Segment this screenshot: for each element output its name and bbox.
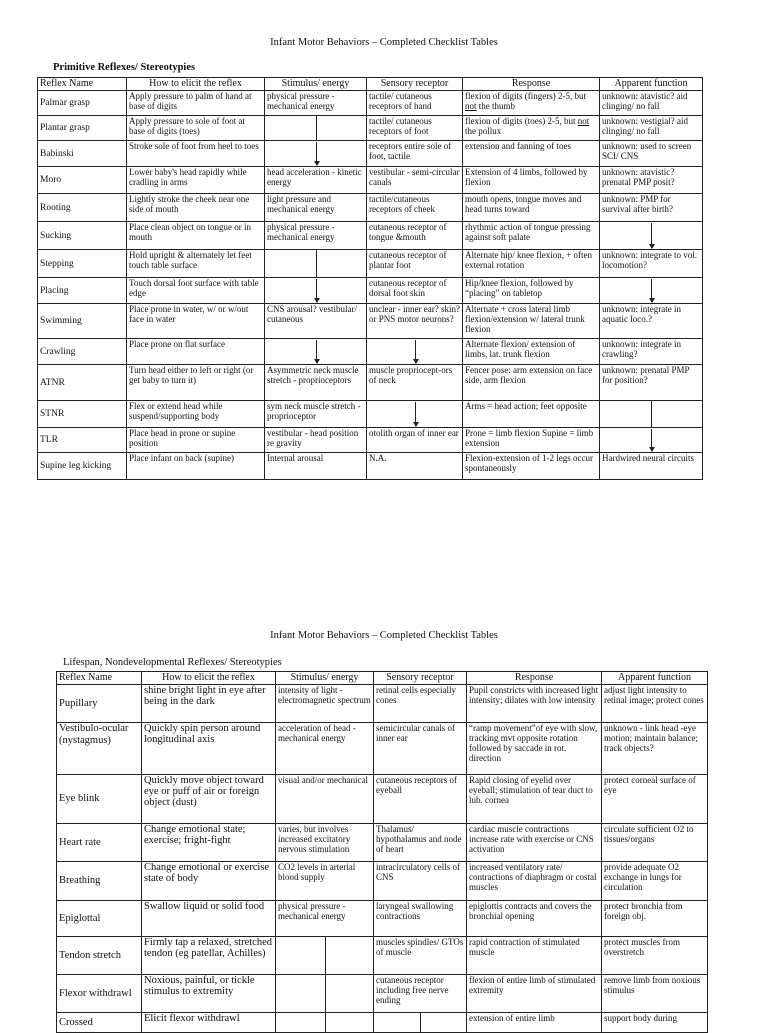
elicit-cell: Hold upright & alternately let feet touch table surface <box>127 250 265 278</box>
response-cell: increased ventilatory rate/ contractions of diaphragm or costal muscles <box>467 862 602 901</box>
reflex-name: Flexor withdrawl <box>57 975 142 1013</box>
elicit-cell: Noxious, painful, or tickle stimulus to extremity <box>142 975 276 1013</box>
table-row <box>38 222 703 250</box>
reflex-name: Supine leg kicking <box>38 453 127 480</box>
column-header: Reflex Name <box>38 78 127 91</box>
elicit-cell: Change emotional state; exercise; fright-fight <box>142 824 276 862</box>
response-cell: cardiac muscle contractions increase rate with exercise or CNS activation <box>467 824 602 862</box>
lifespan-reflexes-table <box>56 671 708 1033</box>
table-row <box>38 91 703 116</box>
function-cell: remove limb from noxious stimulus <box>602 975 708 1013</box>
receptor-cell: vestibular - semi-circular canals <box>367 167 463 194</box>
reflex-name: Stepping <box>38 250 127 278</box>
function-cell: unknown: prenatal PMP for position? <box>600 365 703 401</box>
table-row <box>57 723 708 775</box>
receptor-cell: receptors entire sole of foot, tactile <box>367 141 463 167</box>
stimulus-cell: acceleration of head - mechanical energy <box>276 723 374 775</box>
receptor-cell: tactile/cutaneous receptors of cheek <box>367 194 463 222</box>
receptor-cell: N.A. <box>367 453 463 480</box>
table-row <box>57 775 708 824</box>
stimulus-cell <box>265 141 367 167</box>
column-header: Apparent function <box>602 672 708 685</box>
receptor-cell: cutaneous receptor of plantar foot <box>367 250 463 278</box>
response-cell: Extension of 4 limbs, followed by flexion <box>463 167 600 194</box>
stimulus-cell <box>265 278 367 304</box>
response-cell: Flexion-extension of 1-2 legs occur spontaneously <box>463 453 600 480</box>
table-header-row <box>57 672 708 685</box>
column-header: Sensory receptor <box>367 78 463 91</box>
stimulus-cell: visual and/or mechanical <box>276 775 374 824</box>
reflex-name: Vestibulo-ocular (nystagmus) <box>57 723 142 775</box>
response-cell: mouth opens, tongue moves and head turns toward <box>463 194 600 222</box>
stimulus-cell: CO2 levels in arterial blood supply <box>276 862 374 901</box>
stimulus-cell: vestibular - head position re gravity <box>265 428 367 453</box>
stimulus-cell: physical pressure - mechanical energy <box>265 222 367 250</box>
reflex-name: Eye blink <box>57 775 142 824</box>
same-as-above-line <box>325 1013 326 1032</box>
column-header: Sensory receptor <box>374 672 467 685</box>
same-as-above-arrow <box>415 402 416 426</box>
column-header: Reflex Name <box>57 672 142 685</box>
same-as-above-line <box>325 937 326 974</box>
elicit-cell: Lightly stroke the cheek near one side of mouth <box>127 194 265 222</box>
receptor-cell: tactile/ cutaneous receptors of foot <box>367 116 463 141</box>
function-cell: adjust light intensity to retinal image; protect cones <box>602 685 708 723</box>
stimulus-cell: intensity of light - electromagnetic spectrum <box>276 685 374 723</box>
reflex-name: Epiglottal <box>57 901 142 937</box>
stimulus-cell <box>276 1013 374 1033</box>
function-cell: unknown: integrate in crawling? <box>600 339 703 365</box>
elicit-cell: Elicit flexor withdrawl <box>142 1013 276 1033</box>
table-row <box>38 250 703 278</box>
column-header: How to elicit the reflex <box>142 672 276 685</box>
stimulus-cell: CNS arousal? vestibular/ cutaneous <box>265 304 367 339</box>
function-cell: unknown: integrate to vol. locomotion? <box>600 250 703 278</box>
receptor-cell: unclear - inner ear? skin? or PNS motor neurons? <box>367 304 463 339</box>
function-cell: support body during <box>602 1013 708 1033</box>
stimulus-cell <box>265 339 367 365</box>
elicit-cell: Firmly tap a relaxed, stretched tendon (eg patellar, Achilles) <box>142 937 276 975</box>
page-title: Infant Motor Behaviors – Completed Checklist Tables <box>270 37 498 48</box>
function-cell: unknown: used to screen SCI/ CNS <box>600 141 703 167</box>
reflex-name: Crossed <box>57 1013 142 1033</box>
response-cell: Fencer pose: arm extension on face side, arm flexion <box>463 365 600 401</box>
function-cell: unknown: atavistic? aid clinging/ no fall <box>600 91 703 116</box>
receptor-cell: cutaneous receptors of eyeball <box>374 775 467 824</box>
reflex-name: STNR <box>38 401 127 428</box>
response-cell: epiglottis contracts and covers the bronchial opening <box>467 901 602 937</box>
response-cell: Rapid closing of eyelid over eyeball; stimulation of tear duct to lub. cornea <box>467 775 602 824</box>
function-cell: Hardwired neural circuits <box>600 453 703 480</box>
stimulus-cell <box>276 975 374 1013</box>
response-cell: Pupil constricts with increased light intensity; dilates with low intensity <box>467 685 602 723</box>
column-header: Response <box>463 78 600 91</box>
table-header-row <box>38 78 703 91</box>
table-row <box>57 824 708 862</box>
same-as-above-line <box>420 1013 421 1032</box>
elicit-cell: Flex or extend head while suspend/supporting body <box>127 401 265 428</box>
receptor-cell: otolith organ of inner ear <box>367 428 463 453</box>
response-cell: rapid contraction of stimulated muscle <box>467 937 602 975</box>
table-row <box>38 339 703 365</box>
elicit-cell: Apply pressure to sole of foot at base of digits (toes) <box>127 116 265 141</box>
table-row <box>38 194 703 222</box>
page-title: Infant Motor Behaviors – Completed Checklist Tables <box>270 630 498 641</box>
receptor-cell: semicircular canals of inner ear <box>374 723 467 775</box>
elicit-cell: Touch dorsal foot surface with table edge <box>127 278 265 304</box>
same-as-above-arrow <box>415 340 416 363</box>
table-row <box>38 278 703 304</box>
stimulus-cell <box>265 250 367 278</box>
same-as-above-arrow <box>316 340 317 363</box>
table-row <box>38 167 703 194</box>
response-cell: Alternate hip/ knee flexion, + often external rotation <box>463 250 600 278</box>
response-cell: Prone = limb flexion Supine = limb extension <box>463 428 600 453</box>
table-row <box>38 365 703 401</box>
table-row <box>57 937 708 975</box>
elicit-cell: Place prone in water, w/ or w/out face in water <box>127 304 265 339</box>
response-cell: Arms = head action; feet opposite <box>463 401 600 428</box>
reflex-name: Crawling <box>38 339 127 365</box>
stimulus-cell <box>265 116 367 141</box>
column-header: How to elicit the reflex <box>127 78 265 91</box>
column-header: Stimulus/ energy <box>265 78 367 91</box>
reflex-name: Swimming <box>38 304 127 339</box>
elicit-cell: Change emotional or exercise state of body <box>142 862 276 901</box>
table-row <box>38 453 703 480</box>
same-as-above-arrow <box>316 279 317 302</box>
elicit-cell: Place head in prone or supine position <box>127 428 265 453</box>
stimulus-cell: light pressure and mechanical energy <box>265 194 367 222</box>
receptor-cell: muscle propriocept-ors of neck <box>367 365 463 401</box>
table-row <box>38 401 703 428</box>
elicit-cell: Stroke sole of foot from heel to toes <box>127 141 265 167</box>
reflex-name: Moro <box>38 167 127 194</box>
function-cell <box>600 428 703 453</box>
same-as-above-line <box>325 975 326 1012</box>
function-cell <box>600 401 703 428</box>
function-cell: protect bronchia from foreign obj. <box>602 901 708 937</box>
receptor-cell <box>367 339 463 365</box>
function-cell: unknown: atavistic? prenatal PMP posit? <box>600 167 703 194</box>
receptor-cell: muscles spindles/ GTOs of muscle <box>374 937 467 975</box>
function-cell: unknown: vestigial? aid clinging/ no fall <box>600 116 703 141</box>
receptor-cell: tactile/ cutaneous receptors of hand <box>367 91 463 116</box>
response-cell: rhythmic action of tongue pressing against soft palate <box>463 222 600 250</box>
table-row <box>57 862 708 901</box>
reflex-name: Placing <box>38 278 127 304</box>
elicit-cell: shine bright light in eye after being in the dark <box>142 685 276 723</box>
function-cell <box>600 278 703 304</box>
function-cell: unknown: PMP for survival after birth? <box>600 194 703 222</box>
same-as-above-arrow <box>651 429 652 451</box>
column-header: Apparent function <box>600 78 703 91</box>
response-cell: flexion of digits (toes) 2-5, but not the pollux <box>463 116 600 141</box>
reflex-name: Babinski <box>38 141 127 167</box>
elicit-cell: Quickly spin person around longitudinal axis <box>142 723 276 775</box>
stimulus-cell: sym neck muscle stretch - proprioceptor <box>265 401 367 428</box>
receptor-cell: intracirculatory cells of CNS <box>374 862 467 901</box>
response-cell: Alternate flexion/ extension of limbs, lat. trunk flexion <box>463 339 600 365</box>
receptor-cell <box>374 1013 467 1033</box>
same-as-above-line <box>651 401 652 427</box>
stimulus-cell: Internal arousal <box>265 453 367 480</box>
same-as-above-line <box>316 250 317 277</box>
same-as-above-line <box>316 116 317 140</box>
response-cell: flexion of entire limb of stimulated extremity <box>467 975 602 1013</box>
same-as-above-arrow <box>651 223 652 248</box>
reflex-name: Tendon stretch <box>57 937 142 975</box>
stimulus-cell: Asymmetric neck muscle stretch - proprioceptors <box>265 365 367 401</box>
response-cell: Hip/knee flexion, followed by “placing” on tabletop <box>463 278 600 304</box>
receptor-cell <box>367 401 463 428</box>
receptor-cell: laryngeal swallowing contractions <box>374 901 467 937</box>
function-cell: unknown - link head -eye motion; maintain balance; track objects? <box>602 723 708 775</box>
table-row <box>57 975 708 1013</box>
same-as-above-arrow <box>651 279 652 302</box>
table-row <box>57 901 708 937</box>
table-row <box>38 428 703 453</box>
elicit-cell: Apply pressure to palm of hand at base of digits <box>127 91 265 116</box>
response-cell: extension and fanning of toes <box>463 141 600 167</box>
table-subtitle: Primitive Reflexes/ Stereotypies <box>53 62 196 73</box>
reflex-name: Sucking <box>38 222 127 250</box>
reflex-name: Palmar grasp <box>38 91 127 116</box>
table-row <box>57 685 708 723</box>
function-cell <box>600 222 703 250</box>
function-cell: provide adequate O2 exchange in lungs for circulation <box>602 862 708 901</box>
primitive-reflexes-table <box>37 77 703 480</box>
response-cell: “ramp movement”of eye with slow, tracking mvt opposite rotation followed by saccade in rot. direction <box>467 723 602 775</box>
same-as-above-arrow <box>316 142 317 165</box>
column-header: Stimulus/ energy <box>276 672 374 685</box>
response-cell: Alternate + cross lateral limb flexion/extension w/ lateral trunk flexion <box>463 304 600 339</box>
elicit-cell: Place prone on flat surface <box>127 339 265 365</box>
elicit-cell: Quickly move object toward eye or puff of air or foreign object (dust) <box>142 775 276 824</box>
reflex-name: TLR <box>38 428 127 453</box>
elicit-cell: Swallow liquid or solid food <box>142 901 276 937</box>
response-cell: flexion of digits (fingers) 2-5, but not the thumb <box>463 91 600 116</box>
reflex-name: Rooting <box>38 194 127 222</box>
reflex-name: Plantar grasp <box>38 116 127 141</box>
reflex-name: Breathing <box>57 862 142 901</box>
elicit-cell: Place clean object on tongue or in mouth <box>127 222 265 250</box>
reflex-name: Heart rate <box>57 824 142 862</box>
reflex-name: ATNR <box>38 365 127 401</box>
function-cell: circulate sufficient O2 to tissues/organs <box>602 824 708 862</box>
stimulus-cell <box>276 937 374 975</box>
receptor-cell: Thalamus/ hypothalamus and node of heart <box>374 824 467 862</box>
elicit-cell: Place infant on back (supine) <box>127 453 265 480</box>
column-header: Response <box>467 672 602 685</box>
receptor-cell: cutaneous receptor of dorsal foot skin <box>367 278 463 304</box>
elicit-cell: Lower baby's head rapidly while cradling in arms <box>127 167 265 194</box>
receptor-cell: cutaneous receptor including free nerve ending <box>374 975 467 1013</box>
receptor-cell: retinal cells especially cones <box>374 685 467 723</box>
function-cell: protect corneal surface of eye <box>602 775 708 824</box>
elicit-cell: Turn head either to left or right (or get baby to turn it) <box>127 365 265 401</box>
reflex-name: Pupillary <box>57 685 142 723</box>
function-cell: protect muscles from overstretch <box>602 937 708 975</box>
stimulus-cell: physical pressure - mechanical energy <box>276 901 374 937</box>
table-row <box>57 1013 708 1033</box>
table-row <box>38 116 703 141</box>
receptor-cell: cutaneous receptor of tongue &mouth <box>367 222 463 250</box>
table-subtitle: Lifespan, Nondevelopmental Reflexes/ Stereotypies <box>63 657 282 668</box>
stimulus-cell: physical pressure - mechanical energy <box>265 91 367 116</box>
stimulus-cell: head acceleration - kinetic energy <box>265 167 367 194</box>
table-row <box>38 141 703 167</box>
function-cell: unknown: integrate in aquatic loco.? <box>600 304 703 339</box>
response-cell: extension of entire limb <box>467 1013 602 1033</box>
table-row <box>38 304 703 339</box>
stimulus-cell: varies, but involves increased excitatory nervous stimulation <box>276 824 374 862</box>
